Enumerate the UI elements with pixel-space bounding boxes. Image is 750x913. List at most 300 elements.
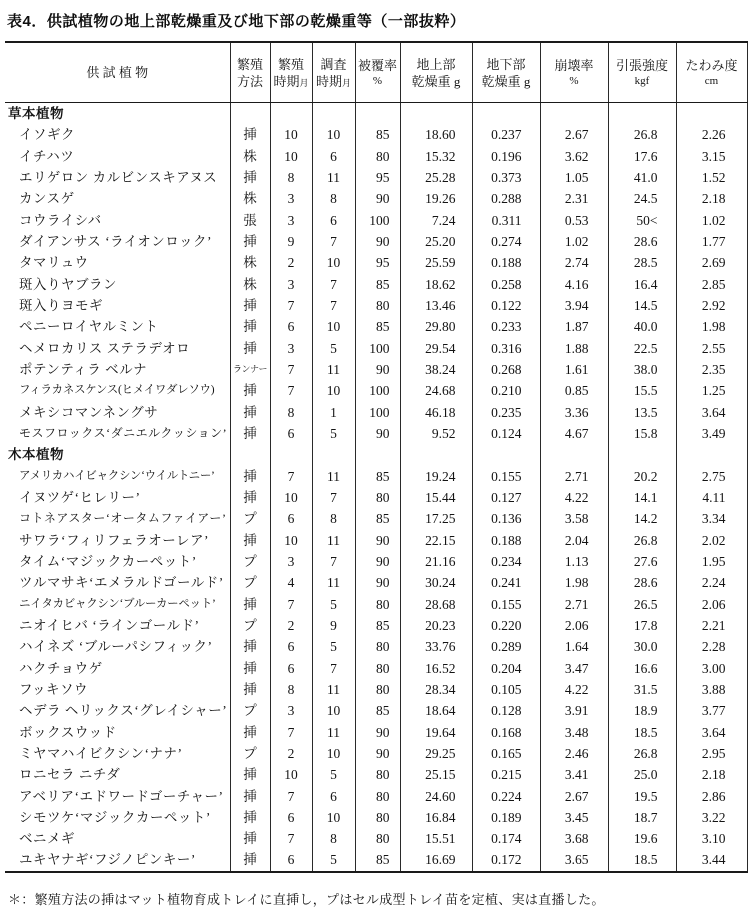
value-cell: 19.5 [608,786,676,807]
month-cell: 10 [312,252,355,273]
month-cell: 2 [270,252,312,273]
value-cell: 17.25 [400,508,472,529]
method-cell: 挿 [230,828,270,849]
plant-name-cell: コウライシバ [5,210,230,231]
value-cell: 2.75 [676,466,747,487]
value-cell: 7.24 [400,210,472,231]
table-row [5,572,747,593]
value-cell: 80 [355,487,400,508]
month-cell: 7 [312,231,355,252]
plant-name-cell: タイム‘マジックカーペット’ [5,551,230,572]
value-cell: 15.44 [400,487,472,508]
month-cell: 3 [270,700,312,721]
value-cell: 25.0 [608,764,676,785]
plant-name-cell: ツルマサキ‘エメラルドゴールド’ [5,572,230,593]
value-cell: 2.71 [540,466,608,487]
value-cell: 2.71 [540,594,608,615]
value-cell: 0.165 [472,743,540,764]
plant-name-cell: アベリア‘エドワードゴーチャー’ [5,786,230,807]
month-cell: 7 [312,295,355,316]
value-cell: 0.188 [472,530,540,551]
value-cell: 41.0 [608,167,676,188]
value-cell: 1.88 [540,338,608,359]
value-cell: 3.77 [676,700,747,721]
empty-cell [608,444,676,465]
month-cell: 6 [270,849,312,871]
table-row [5,210,747,231]
header-row [5,42,747,103]
value-cell: 1.25 [676,380,747,401]
value-cell: 3.58 [540,508,608,529]
plant-name-cell: サワラ‘フィリフェラオーレア’ [5,530,230,551]
value-cell: 30.24 [400,572,472,593]
plant-name-cell: フッキソウ [5,679,230,700]
value-cell: 1.77 [676,231,747,252]
method-cell: 挿 [230,124,270,145]
table-row [5,786,747,807]
month-cell: 6 [312,146,355,167]
value-cell: 1.95 [676,551,747,572]
value-cell: 0.155 [472,594,540,615]
value-cell: 90 [355,359,400,380]
value-cell: 9.52 [400,423,472,444]
plant-name-cell: ボックスウッド [5,722,230,743]
table-title: 表4．供試植物の地上部乾燥重及び地下部の乾燥重等（一部抜粋） [7,13,466,30]
value-cell: 3.45 [540,807,608,828]
month-cell: 10 [312,807,355,828]
value-cell: 1.98 [676,316,747,337]
plant-name-cell: ポテンティラ ベルナ [5,359,230,380]
value-cell: 46.18 [400,402,472,423]
empty-cell [312,103,355,125]
table-row [5,124,747,145]
method-cell: 挿 [230,786,270,807]
month-cell: 7 [312,274,355,295]
value-cell: 1.02 [540,231,608,252]
value-cell: 3.94 [540,295,608,316]
value-cell: 90 [355,743,400,764]
value-cell: 18.62 [400,274,472,295]
month-cell: 6 [270,423,312,444]
section-label: 木本植物 [5,444,230,465]
plant-name-cell: ダイアンサス ‘ライオンロック’ [5,231,230,252]
month-cell: 7 [270,380,312,401]
value-cell: 2.02 [676,530,747,551]
method-cell: 挿 [230,423,270,444]
value-cell: 0.373 [472,167,540,188]
value-cell: 18.5 [608,722,676,743]
month-cell: 11 [312,167,355,188]
value-cell: 2.67 [540,124,608,145]
value-cell: 24.60 [400,786,472,807]
value-cell: 85 [355,508,400,529]
value-cell: 3.48 [540,722,608,743]
month-cell: 11 [312,359,355,380]
value-cell: 3.15 [676,146,747,167]
value-cell: 95 [355,252,400,273]
value-cell: 18.7 [608,807,676,828]
value-cell: 1.87 [540,316,608,337]
value-cell: 26.8 [608,743,676,764]
month-cell: 10 [270,764,312,785]
value-cell: 100 [355,380,400,401]
month-cell: 6 [270,658,312,679]
empty-cell [676,444,747,465]
value-cell: 3.88 [676,679,747,700]
method-cell: ランナー [230,359,270,380]
value-cell: 19.64 [400,722,472,743]
plant-name-cell: アメリカハイビャクシン‘ウイルトニー’ [5,466,230,487]
value-cell: 2.04 [540,530,608,551]
table-row [5,530,747,551]
value-cell: 3.10 [676,828,747,849]
value-cell: 2.69 [676,252,747,273]
value-cell: 2.74 [540,252,608,273]
empty-cell [608,103,676,125]
value-cell: 3.22 [676,807,747,828]
plant-name-cell: メキシコマンネングサ [5,402,230,423]
method-cell: 挿 [230,487,270,508]
value-cell: 0.215 [472,764,540,785]
value-cell: 13.5 [608,402,676,423]
plant-name-cell: ペニーロイヤルミント [5,316,230,337]
value-cell: 15.5 [608,380,676,401]
value-cell: 31.5 [608,679,676,700]
method-cell: 挿 [230,679,270,700]
value-cell: 1.02 [676,210,747,231]
month-cell: 11 [312,679,355,700]
value-cell: 14.5 [608,295,676,316]
value-cell: 2.35 [676,359,747,380]
value-cell: 2.92 [676,295,747,316]
value-cell: 85 [355,849,400,871]
table-body [5,103,747,872]
plant-name-cell: フィラカネスケンス(ヒメイワダレソウ) [5,380,230,401]
empty-cell [355,444,400,465]
value-cell: 85 [355,615,400,636]
column-header: 供 試 植 物 [5,42,230,103]
method-cell: 挿 [230,849,270,871]
column-header: 崩壊率 % [540,42,608,103]
plant-name-cell: ハクチョウゲ [5,658,230,679]
value-cell: 29.80 [400,316,472,337]
table-row [5,722,747,743]
method-cell: 挿 [230,636,270,657]
month-cell: 7 [270,722,312,743]
value-cell: 1.98 [540,572,608,593]
value-cell: 2.31 [540,188,608,209]
plant-name-cell: イソギク [5,124,230,145]
month-cell: 7 [270,786,312,807]
month-cell: 7 [312,658,355,679]
value-cell: 100 [355,210,400,231]
value-cell: 1.52 [676,167,747,188]
value-cell: 0.53 [540,210,608,231]
value-cell: 0.237 [472,124,540,145]
plant-name-cell: 斑入りヨモギ [5,295,230,316]
value-cell: 50< [608,210,676,231]
value-cell: 25.59 [400,252,472,273]
value-cell: 16.84 [400,807,472,828]
value-cell: 2.18 [676,764,747,785]
value-cell: 20.2 [608,466,676,487]
method-cell: 株 [230,146,270,167]
value-cell: 3.44 [676,849,747,871]
month-cell: 6 [312,786,355,807]
month-cell: 7 [312,487,355,508]
empty-cell [472,103,540,125]
value-cell: 0.316 [472,338,540,359]
value-cell: 17.8 [608,615,676,636]
value-cell: 28.6 [608,572,676,593]
value-cell: 3.36 [540,402,608,423]
month-cell: 6 [270,807,312,828]
table-row [5,807,747,828]
value-cell: 24.5 [608,188,676,209]
month-cell: 3 [270,188,312,209]
plant-name-cell: ロニセラ ニチダ [5,764,230,785]
plant-name-cell: 斑入りヤブラン [5,274,230,295]
column-header: 被覆率 % [355,42,400,103]
method-cell: 挿 [230,316,270,337]
value-cell: 33.76 [400,636,472,657]
value-cell: 80 [355,594,400,615]
month-cell: 10 [312,380,355,401]
method-cell: プ [230,700,270,721]
month-cell: 10 [312,124,355,145]
plant-name-cell: シモツケ‘マジックカーペット’ [5,807,230,828]
column-header: たわみ度 cm [676,42,747,103]
month-cell: 2 [270,743,312,764]
month-cell: 10 [270,146,312,167]
value-cell: 0.155 [472,466,540,487]
value-cell: 25.28 [400,167,472,188]
value-cell: 25.20 [400,231,472,252]
value-cell: 3.68 [540,828,608,849]
table-row [5,295,747,316]
empty-cell [400,444,472,465]
table-row [5,679,747,700]
value-cell: 19.24 [400,466,472,487]
method-cell: 挿 [230,530,270,551]
value-cell: 90 [355,188,400,209]
value-cell: 85 [355,700,400,721]
plant-name-cell: ニイタカビャクシン‘ブルーカーペット’ [5,594,230,615]
table-row [5,316,747,337]
value-cell: 3.34 [676,508,747,529]
method-cell: 挿 [230,807,270,828]
empty-cell [312,444,355,465]
plant-name-cell: ヘメロカリス ステラデオロ [5,338,230,359]
column-header: 繁殖 方法 [230,42,270,103]
plant-name-cell: ユキヤナギ‘フジノピンキー’ [5,849,230,871]
month-cell: 7 [270,359,312,380]
value-cell: 0.188 [472,252,540,273]
value-cell: 30.0 [608,636,676,657]
value-cell: 90 [355,530,400,551]
method-cell: 株 [230,188,270,209]
month-cell: 10 [312,743,355,764]
value-cell: 90 [355,572,400,593]
value-cell: 0.124 [472,423,540,444]
method-cell: 挿 [230,722,270,743]
value-cell: 28.5 [608,252,676,273]
value-cell: 80 [355,786,400,807]
value-cell: 80 [355,295,400,316]
method-cell: 株 [230,274,270,295]
method-cell: 挿 [230,295,270,316]
value-cell: 15.51 [400,828,472,849]
table-row [5,743,747,764]
table-row [5,167,747,188]
value-cell: 0.174 [472,828,540,849]
column-header: 繁殖 時期月 [270,42,312,103]
method-cell: 挿 [230,402,270,423]
value-cell: 0.189 [472,807,540,828]
month-cell: 8 [312,828,355,849]
month-cell: 5 [312,849,355,871]
month-cell: 2 [270,615,312,636]
table-row [5,658,747,679]
value-cell: 26.8 [608,124,676,145]
month-cell: 5 [312,594,355,615]
month-cell: 4 [270,572,312,593]
value-cell: 4.67 [540,423,608,444]
section-row [5,103,747,125]
method-cell: 挿 [230,231,270,252]
value-cell: 0.210 [472,380,540,401]
method-cell: 挿 [230,167,270,188]
plant-name-cell: エリゲロン カルビンスキアヌス [5,167,230,188]
empty-cell [270,444,312,465]
month-cell: 10 [312,316,355,337]
table-row [5,359,747,380]
value-cell: 3.91 [540,700,608,721]
value-cell: 85 [355,466,400,487]
method-cell: 挿 [230,338,270,359]
value-cell: 0.268 [472,359,540,380]
value-cell: 0.258 [472,274,540,295]
value-cell: 28.68 [400,594,472,615]
method-cell: 張 [230,210,270,231]
value-cell: 2.06 [540,615,608,636]
method-cell: プ [230,743,270,764]
value-cell: 0.311 [472,210,540,231]
method-cell: 挿 [230,764,270,785]
table-row [5,508,747,529]
table-row [5,594,747,615]
value-cell: 4.22 [540,487,608,508]
value-cell: 0.128 [472,700,540,721]
value-cell: 22.15 [400,530,472,551]
method-cell: プ [230,508,270,529]
table-row [5,828,747,849]
method-cell: 挿 [230,594,270,615]
value-cell: 0.234 [472,551,540,572]
empty-cell [472,444,540,465]
value-cell: 100 [355,338,400,359]
value-cell: 85 [355,316,400,337]
value-cell: 28.6 [608,231,676,252]
footnote: ＊：繁殖方法の挿はマット植物育成トレイに直挿し，プはセル成型トレイ苗を定植、実は直播した。 [8,891,605,907]
value-cell: 18.9 [608,700,676,721]
value-cell: 16.52 [400,658,472,679]
value-cell: 29.54 [400,338,472,359]
column-header: 調査 時期月 [312,42,355,103]
month-cell: 5 [312,423,355,444]
month-cell: 11 [312,466,355,487]
column-header: 引張強度 kgf [608,42,676,103]
plant-name-cell: ベニメギ [5,828,230,849]
value-cell: 3.41 [540,764,608,785]
value-cell: 3.00 [676,658,747,679]
value-cell: 22.5 [608,338,676,359]
value-cell: 38.24 [400,359,472,380]
month-cell: 6 [270,316,312,337]
value-cell: 0.105 [472,679,540,700]
empty-cell [540,444,608,465]
value-cell: 16.69 [400,849,472,871]
table-row [5,380,747,401]
table-row [5,615,747,636]
month-cell: 10 [270,124,312,145]
month-cell: 8 [312,188,355,209]
value-cell: 0.168 [472,722,540,743]
method-cell: 挿 [230,658,270,679]
value-cell: 2.26 [676,124,747,145]
value-cell: 90 [355,423,400,444]
value-cell: 80 [355,828,400,849]
value-cell: 3.64 [676,722,747,743]
value-cell: 19.26 [400,188,472,209]
value-cell: 0.127 [472,487,540,508]
section-row [5,444,747,465]
month-cell: 9 [312,615,355,636]
value-cell: 0.85 [540,380,608,401]
method-cell: 挿 [230,466,270,487]
plant-name-cell: イチハツ [5,146,230,167]
value-cell: 29.25 [400,743,472,764]
table-row [5,764,747,785]
method-cell: プ [230,615,270,636]
plant-name-cell: イヌツゲ‘ヒレリー’ [5,487,230,508]
value-cell: 38.0 [608,359,676,380]
value-cell: 0.204 [472,658,540,679]
table-row [5,636,747,657]
table-row [5,402,747,423]
month-cell: 3 [270,551,312,572]
value-cell: 16.4 [608,274,676,295]
month-cell: 11 [312,722,355,743]
value-cell: 16.6 [608,658,676,679]
plant-name-cell: ハイネズ ‘ブルーパシフィック’ [5,636,230,657]
table-row [5,487,747,508]
method-cell: 挿 [230,380,270,401]
month-cell: 9 [270,231,312,252]
value-cell: 2.28 [676,636,747,657]
value-cell: 90 [355,231,400,252]
value-cell: 80 [355,146,400,167]
month-cell: 5 [312,636,355,657]
empty-cell [676,103,747,125]
value-cell: 100 [355,402,400,423]
plant-name-cell: ミヤマハイビクシン‘ナナ’ [5,743,230,764]
value-cell: 3.64 [676,402,747,423]
value-cell: 2.21 [676,615,747,636]
value-cell: 0.241 [472,572,540,593]
value-cell: 80 [355,764,400,785]
value-cell: 85 [355,274,400,295]
